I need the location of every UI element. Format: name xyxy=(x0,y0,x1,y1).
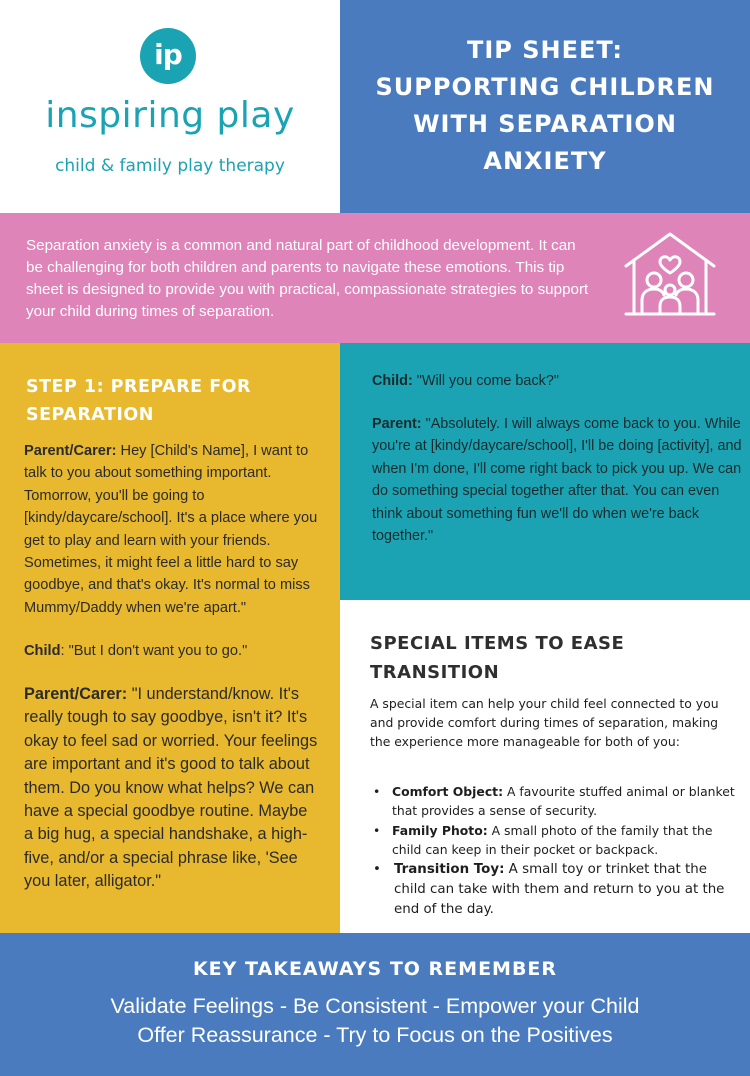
title-line-3: WITH SEPARATION xyxy=(413,110,677,138)
speaker-label: Child xyxy=(24,643,61,659)
list-item: • Family Photo: A small photo of the family that the child can keep in their pocket or backpack. xyxy=(373,823,713,857)
page-title xyxy=(340,32,750,180)
special-items-heading: SPECIAL ITEMS TO EASE TRANSITION xyxy=(370,633,625,683)
special-items-intro: A special item can help your child feel connected to you and provide comfort during times of separation, making the experience more manageable for both of you: xyxy=(370,696,719,749)
speaker-label: Parent/Carer: xyxy=(24,443,117,459)
takeaway-line-2: Offer Reassurance - Try to Focus on the Positives xyxy=(137,1023,613,1047)
title-line-1: TIP SHEET: xyxy=(466,36,624,64)
takeaway-line-1: Validate Feelings - Be Consistent - Empower your Child xyxy=(110,994,640,1018)
intro-text: Separation anxiety is a common and natural part of childhood development. It can be challenging for both children and parents to navigate these emotions. This tip sheet is designed to provide you with practical, compassionate strategies to support your child during times of separation. xyxy=(26,237,589,320)
bullet-icon: • xyxy=(373,862,381,877)
bullet-icon: • xyxy=(373,784,381,799)
logo-panel xyxy=(0,0,340,213)
special-items-list xyxy=(370,782,740,921)
speaker-label: Parent: xyxy=(372,416,422,432)
step-1-parent-message: Parent/Carer: Hey [Child's Name], I want to talk to you about something important. Tomorrow, you'll be going to [kindy/daycare/school]. It's a place where you get to play and learn with your friends. Sometimes, it might feel a little hard to say goodbye, and that's okay. It's normal to miss Mummy/Daddy when we're apart." xyxy=(24,443,318,616)
key-takeaways-panel xyxy=(0,933,750,1076)
speaker-label: Child: xyxy=(372,373,413,389)
special-items-panel xyxy=(340,600,750,933)
step-1-child-message: Child: "But I don't want you to go." xyxy=(24,643,248,659)
logo-tagline: child & family play therapy xyxy=(55,156,285,176)
bullet-icon: • xyxy=(373,823,381,838)
family-house-icon xyxy=(622,230,718,318)
dialogue-panel xyxy=(340,343,750,600)
list-item: • Comfort Object: A favourite stuffed animal or blanket that provides a sense of security. xyxy=(373,784,735,818)
key-takeaways-heading: KEY TAKEAWAYS TO REMEMBER xyxy=(192,958,558,980)
step-1-parent-reply: Parent/Carer: "I understand/know. It's really tough to say goodbye, isn't it? It's okay to feel sad or worried. Your feelings are important and it's good to talk about them. Do you know what helps? We can have a special goodbye routine. Maybe a big hug, a special handshake, a high-five, and/or a special phrase like, 'See you later, alligator." xyxy=(24,685,318,891)
title-line-4: ANXIETY xyxy=(483,147,607,175)
parent-answer: Parent: "Absolutely. I will always come back to you. While you're at [kindy/daycare/school], I'll be doing [activity], and when I'm done, I'll come right back to pick you up. We can do something special together after that. You can even think about something fun we'll do when we're back together." xyxy=(372,416,742,545)
title-panel xyxy=(340,0,750,213)
speaker-label: Parent/Carer: xyxy=(24,685,128,703)
child-question: Child: "Will you come back?" xyxy=(372,373,559,389)
logo-name: inspiring play xyxy=(45,95,295,136)
logo-mark: ip xyxy=(140,28,196,84)
step-1-heading: STEP 1: PREPARE FOR SEPARATION xyxy=(26,377,252,425)
step-1-panel xyxy=(0,343,340,933)
title-line-2: SUPPORTING CHILDREN xyxy=(375,73,715,101)
list-item: • Transition Toy: A small toy or trinket that the child can take with them and return to you at the end of the day. xyxy=(373,862,725,917)
